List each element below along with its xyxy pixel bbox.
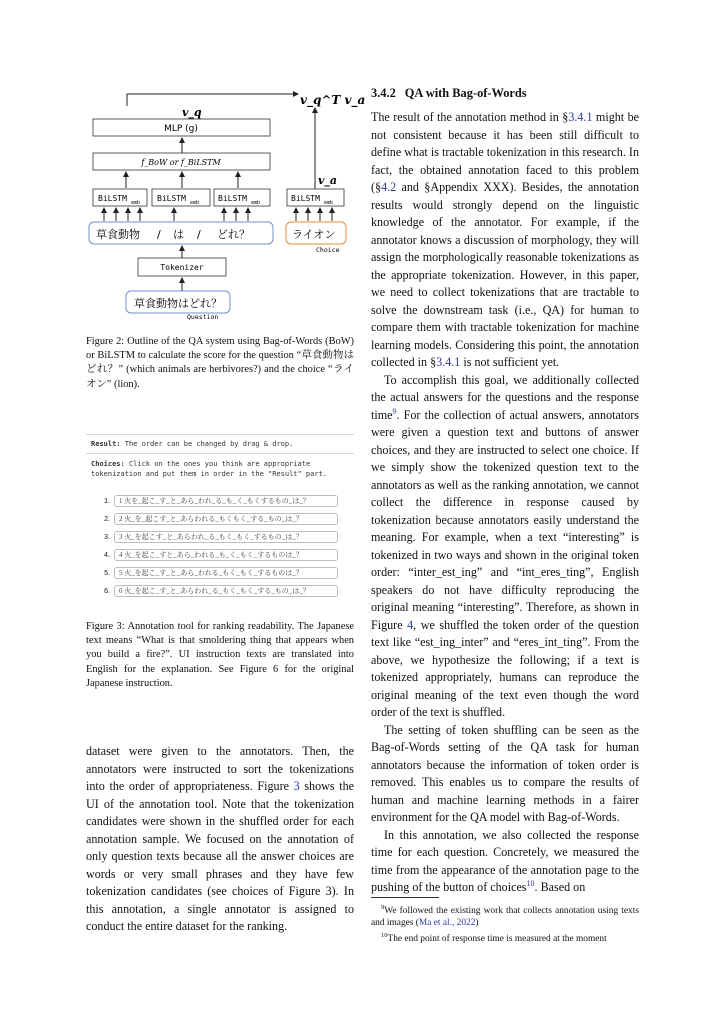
p4-part-a: In this annotation, we also collected the response time for each question. Concretely, we measured the time from the appearance of the annotation page to the pushing of the button of choices bbox=[371, 827, 639, 894]
qa-system-diagram bbox=[86, 86, 366, 322]
section-title: QA with Bag-of-Words bbox=[404, 86, 527, 100]
bilstm-box-3 bbox=[214, 189, 270, 206]
p1-part-a: The result of the annotation method in § bbox=[371, 110, 569, 124]
section-heading bbox=[371, 86, 639, 101]
footnote-10-number: 10 bbox=[381, 931, 388, 939]
question-tag: Question bbox=[187, 313, 219, 321]
right-column bbox=[371, 86, 639, 897]
footnotes bbox=[371, 897, 639, 945]
va-label: v_a bbox=[318, 174, 338, 187]
choice-tag: Choice bbox=[316, 246, 340, 254]
bilstm-box-2 bbox=[152, 189, 210, 206]
right-paragraph-3: The setting of token shuffling can be seen as the Bag-of-Words setting of the QA task for human annotators because the information of token order is removed. This enables us to compare the results of human and machine learning methods in a fairer environment for the QA model with Bag-of-Words. bbox=[371, 722, 639, 824]
footnote-10 bbox=[371, 930, 639, 945]
choice-row[interactable] bbox=[86, 510, 354, 528]
token-sep-1: / bbox=[157, 228, 161, 241]
choice-row[interactable] bbox=[86, 492, 354, 510]
figure-2-caption-text: Figure 2: Outline of the QA system using Bag-of-Words (BoW) or BiLSTM to calculate the score for the question “草食動物はどれ？” (which animals are herbivores?) and the choice “ライオン” (lion). bbox=[86, 336, 354, 390]
p4-part-b: . Based on bbox=[534, 880, 586, 894]
choice-text: ライオン bbox=[292, 228, 336, 241]
bilstm-text-3: BiLSTM bbox=[218, 194, 247, 203]
footnote-9-marker[interactable]: 9 bbox=[392, 406, 397, 416]
token-1: 草食動物 bbox=[96, 228, 140, 241]
choice-button[interactable]: 4 火_を起こ_すと_あら_われる_も_く_もく_するものは_？ bbox=[114, 549, 338, 561]
result-area bbox=[86, 434, 354, 454]
vq-label: v_q bbox=[182, 106, 202, 119]
arrow-vq-score bbox=[127, 94, 298, 106]
bilstm-sub-4: emb bbox=[324, 200, 334, 206]
right-paragraph-1 bbox=[371, 109, 639, 372]
choice-button[interactable]: 5 火_を起こ_す_と_あら_われる_もく_もく_するものは_？ bbox=[114, 567, 338, 579]
choice-index: 2. bbox=[104, 515, 110, 523]
left-column-paragraph bbox=[86, 743, 354, 936]
footnote-9-text: We followed the existing work that collects annotation using texts and images ( bbox=[371, 906, 639, 929]
left-paragraph-text bbox=[86, 743, 354, 936]
section-link[interactable]: 3.4.1 bbox=[568, 110, 593, 124]
footnote-9-end: ) bbox=[475, 918, 479, 929]
p2-part-a: To accomplish this goal, we additionally collected the actual answers for the questions and the response time bbox=[371, 372, 639, 422]
choice-row[interactable] bbox=[86, 564, 354, 582]
bilstm-sub-2: emb bbox=[190, 200, 200, 206]
section-number: 3.4.2 bbox=[371, 86, 396, 100]
p2-part-c: , we shuffled the token order of the question text like “est_ing_inter” and “eres_int_ting”. From the above, we hypothesize the following; if a text is tokenized appropriately, humans can reproduce the original meaning of the text even though the word order of the text is shuffled. bbox=[371, 617, 639, 719]
choice-button[interactable]: 3 火_を起こす_と_あらわれ_る_もく_もく_するもの_は_？ bbox=[114, 531, 338, 543]
left-p2: shows the UI of the annotation tool. Note that the tokenization candidates were shown in the shuffled order for each annotation sample. We focused on the annotation of only question texts because all the answer choices are words or very small phrases and they have few tokenization candidates (see choices of Figure 3). In this annotation, a single annotator is assigned to conduct the entire dataset for the ranking. bbox=[86, 779, 355, 933]
result-label: Result: bbox=[91, 440, 121, 448]
figure-3-caption-text: Figure 3: Annotation tool for ranking readability. The Japanese text means “What is that smoldering thing that appears when you build a fire?”. UI instruction texts are translated into English for the explanation. See Figure 6 for the original Japanese instruction. bbox=[86, 621, 354, 689]
bilstm-box-1 bbox=[93, 189, 147, 206]
figure-4-link[interactable]: 4 bbox=[407, 617, 414, 632]
choice-index: 1. bbox=[104, 497, 110, 505]
figure-3-link[interactable]: 3 bbox=[293, 779, 300, 793]
choice-row[interactable] bbox=[86, 582, 354, 600]
choice-button[interactable]: 1 火を_起こ_す_と_あら_われ_る_も_く_もくするもの_は_？ bbox=[114, 495, 338, 507]
footnote-rule bbox=[371, 897, 439, 898]
token-sep-2: / bbox=[197, 228, 201, 241]
token-arrows bbox=[104, 208, 332, 221]
footnote-9-number: 9 bbox=[381, 904, 385, 911]
choices-text: Click on the ones you think are appropriate tokenization and put them in order in the "Result" part. bbox=[91, 460, 328, 478]
choices-instruction bbox=[86, 454, 354, 482]
bilstm-text-2: BiLSTM bbox=[157, 194, 186, 203]
bilstm-box-choice bbox=[287, 189, 344, 206]
p2-part-b: . For the collection of actual answers, annotators were given a question text and buttons of answer choices, and they are instructed to select one choice. If we simply show the tokenized question text to the annotators as well as the ranking annotation, we cannot collect the difference in response caused by tokenization because annotators easily understand the meaning. For example, when a text “interesting” is tokenized in two ways and shown in the original token order: “inter_est_ing” and “int_eres_ting”, English speakers do not have difficulty reproducing the original meaning “interesting”. Therefore, as shown in Figure bbox=[371, 407, 639, 632]
bilstm-text-1: BiLSTM bbox=[98, 194, 127, 203]
bilstm-sub-3: emb bbox=[251, 200, 261, 206]
tokenizer-label: Tokenizer bbox=[160, 263, 204, 272]
choice-button[interactable]: 6 火_を起こ_す_と_あらわれ_る_もく_もく_する_もの_は_？ bbox=[114, 585, 338, 597]
section-link[interactable]: 4.2 bbox=[381, 180, 397, 194]
right-paragraph-2 bbox=[371, 372, 639, 722]
choice-index: 6. bbox=[104, 587, 110, 595]
choices-label: Choices: bbox=[91, 460, 125, 468]
citation-link[interactable]: Ma et al., 2022 bbox=[418, 918, 476, 929]
footnote-10-marker[interactable]: 10 bbox=[526, 878, 535, 888]
figure-2-diagram bbox=[86, 86, 366, 322]
score-label: v_q^T v_a bbox=[300, 93, 366, 107]
choice-index: 3. bbox=[104, 533, 110, 541]
question-text: 草食動物はどれ？ bbox=[134, 297, 222, 310]
result-text: The order can be changed by drag & drop. bbox=[124, 440, 294, 448]
right-paragraph-4 bbox=[371, 827, 639, 897]
figure-3-caption bbox=[86, 620, 354, 691]
figure-3-annotation-tool bbox=[86, 434, 354, 610]
p1-part-d: is not sufficient yet. bbox=[460, 355, 560, 369]
token-3: どれ？ bbox=[217, 228, 250, 241]
choice-row[interactable] bbox=[86, 528, 354, 546]
choice-row[interactable] bbox=[86, 546, 354, 564]
footnote-9 bbox=[371, 902, 639, 930]
bilstm-sub-1: emb bbox=[131, 200, 141, 206]
footnote-10-text: The end point of response time is measured at the moment bbox=[387, 933, 607, 944]
choice-index: 5. bbox=[104, 569, 110, 577]
mlp-label: MLP (g) bbox=[164, 124, 198, 134]
choice-button[interactable]: 2 火_を_起こす_と_あらわれる_もくもく_する_もの_は_？ bbox=[114, 513, 338, 525]
p1-part-b: might be not consistent because it has been still difficult to define what is tractable tokenization in this research. In fact, the obtained annotation faced to this problem (§ bbox=[371, 110, 639, 194]
token-2: は bbox=[173, 228, 184, 241]
bilstm-text-4: BiLSTM bbox=[291, 194, 320, 203]
choice-list bbox=[86, 492, 354, 600]
choice-index: 4. bbox=[104, 551, 110, 559]
figure-2-caption bbox=[86, 335, 354, 392]
section-link[interactable]: 3.4.1 bbox=[436, 355, 461, 369]
bow-bilstm-label: f_BoW or f_BiLSTM bbox=[141, 158, 221, 167]
p1-part-c: and §Appendix XXX). Besides, the annotation results would strongly depend on the linguistic knowledge of the annotator. For example, if the annotator knows a discussion of morphology, they will assign the morphologically reasonable tokenizations as the appropriate tokenization. However, in this paper, we need to collect tokenizations that are tractable to solve the downstream task (i.e., QA) for human to compare them with tractable tokenization for machine learning models. Considering this point, the annotation collected in § bbox=[371, 180, 639, 369]
left-p1: dataset were given to the annotators. Then, the annotators were instructed to sort the tokenizations into the order of appropriateness. Figure bbox=[86, 744, 354, 793]
